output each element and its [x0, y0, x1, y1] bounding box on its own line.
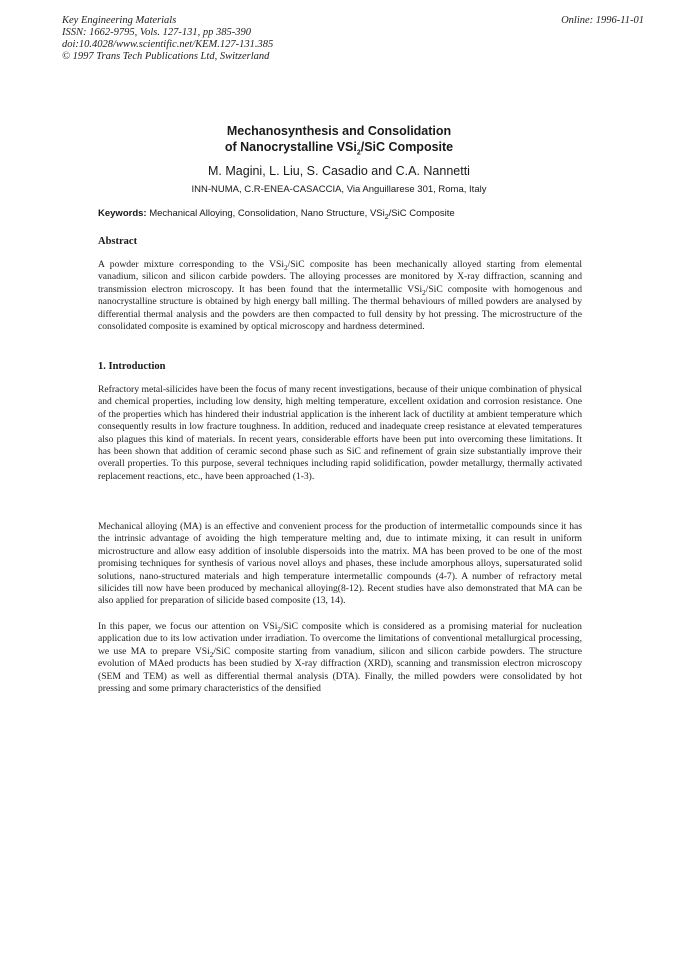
journal-metadata — [62, 15, 273, 63]
introduction-heading: 1. Introduction — [98, 361, 166, 372]
abstract-heading: Abstract — [98, 236, 138, 247]
paper-title — [0, 123, 678, 155]
title-line-2: of Nanocrystalline VSi$_2$/SiC Composite — [224, 140, 454, 157]
keywords-label: Keywords: — [98, 208, 147, 219]
online-date: Online: 1996-11-01 — [561, 15, 644, 26]
title-line-1: Mechanosynthesis and Consolidation — [226, 124, 452, 138]
affiliation: INN-NUMA, C.R-ENEA-CASACCIA, Via Anguillarese 301, Roma, Italy — [191, 184, 487, 195]
author-list: M. Magini, L. Liu, S. Casadio and C.A. Nannetti — [208, 164, 470, 178]
intro-paragraph-3: In this paper, we focus our attention on VSi$_2$/SiC composite which is considered as a promising material for nucleation application due to its low activation under irradiation. To overcome the limitations of conventional metallurgical processing, we use MA to prepare VSi$_2$/SiC composite starting from vanadium, silicon and silicon carbide powders. The structure evolution of MAed products has been studied by X-ray diffraction (XRD), scanning and transmission electron microscopy (SEM and TEM) as well as differential thermal analysis (DTA). Finally, the milled powders were consolidated by hot pressing and some primary characteristics of the densified — [98, 621, 582, 695]
intro-paragraph-1: Refractory metal-silicides have been the focus of many recent investigations, because of their unique combination of physical and chemical properties, including low density, high melting temperature, excellent oxidation and corrosion resistance. One of the properties which has hindered their industrial application is the inherent lack of ductility at ambient temperature which consequently results in low fracture toughness. In addition, reduced and inadequate creep resistance at elevated temperatures also plagues this kind of materials. In recent years, considerable efforts have been put into overcoming these limitations. It has been shown that addition of ceramic second phase such as SiC and refinement of grain size substantially improve their overall properties. To this purpose, several techniques including rapid solidification, powder metallurgy, thermally activated replacement reactions, etc., have been approached (1-3). — [98, 384, 582, 482]
journal-name: Key Engineering Materials — [62, 15, 177, 26]
intro-paragraph-2: Mechanical alloying (MA) is an effective and convenient process for the production of intermetallic compounds since it has the intrinsic advantage of avoiding the high temperature melting and, due to intimate mixing, it can result in uniform microstructure and allow easy addition of insoluble dispersoids into the matrix. MA has been proved to be one of the most promising techniques for synthesis of various novel alloys and phases, these include amorphous alloys, supersaturated solid solutions, nano-structured materials and high temperature intermetallic compounds (4-7). A number of refractory metal silicides till now have been produced by mechanical alloying(8-12). Recent studies have also demonstrated that MA can be also applied for preparation of silicide based composite (13, 14). — [98, 521, 582, 607]
issn-line: ISSN: 1662-9795, Vols. 127-131, pp 385-390 — [62, 27, 251, 38]
doi-link[interactable]: doi:10.4028/www.scientific.net/KEM.127-131.385 — [62, 39, 274, 50]
copyright-line: © 1997 Trans Tech Publications Ltd, Switzerland — [62, 51, 270, 62]
keywords-line: Keywords: Mechanical Alloying, Consolidation, Nano Structure, VSi$_2$/SiC Composite — [98, 208, 455, 221]
abstract-paragraph: A powder mixture corresponding to the VSi$_2$/SiC composite has been mechanically alloyed starting from elemental vanadium, silicon and silicon carbide powders. The alloying processes are monitored by X-ray diffraction, scanning and transmission electron microscopy. It has been found that the intermetallic VSi$_2$/SiC composite with homogenous and nanocrystalline structure is obtained by high energy ball milling. The thermal behaviours of milled powders are analysed by differential thermal analysis and the powders are then compacted to full density by hot pressing. The microstructure of the consolidated composite is examined by optical microscopy and hardness determined. — [98, 259, 582, 333]
